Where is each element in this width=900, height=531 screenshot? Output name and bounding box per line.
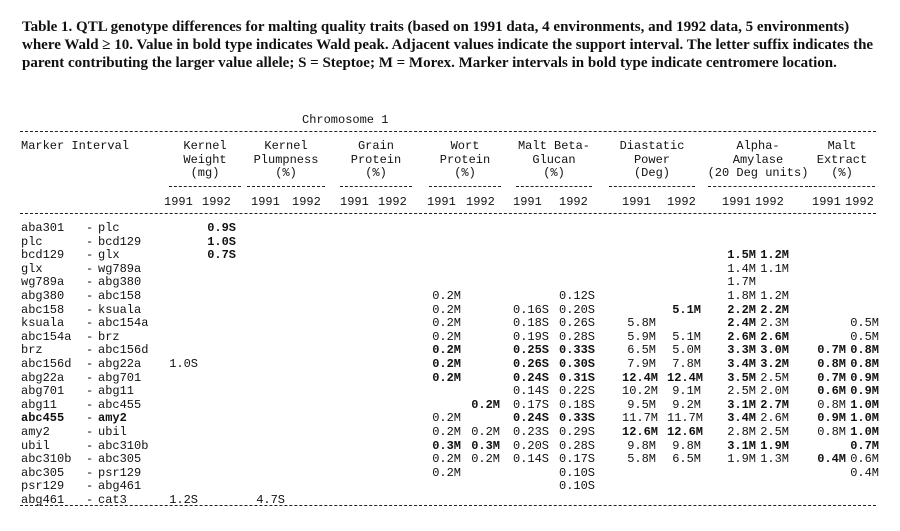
marker-to: abc154a [98,316,149,331]
marker-dash: - [86,452,94,467]
trait-header-line: (%) [831,166,853,180]
table-cell: 0.8M [850,343,879,358]
marker-interval-header: Marker Interval [21,139,130,153]
marker-from: glx [21,261,43,276]
marker-to: ksuala [98,302,142,317]
table-cell: 0.6M [850,452,879,467]
marker-to: ubil [98,425,127,439]
trait-header-line: Protein [439,152,491,167]
year-label: 1992 [667,195,696,209]
marker-to: abg461 [98,479,142,494]
table-cell: 0.2M [432,452,461,467]
marker-to: abc305 [98,452,142,467]
table-cell: 1.3M [760,452,789,467]
table-cell: 1.9M [727,452,756,467]
marker-from: abg461 [21,493,65,507]
trait-header-line: Weight [183,152,227,167]
table-cell: 0.2M [471,397,500,412]
table-cell: 0.17S [559,452,596,467]
table-cell: 0.20S [513,438,550,453]
table-cell: 1.5M [727,248,756,263]
table-cell: 1.2S [169,493,198,507]
trait-header-rule [809,186,875,187]
table-cell: 0.14S [513,452,550,467]
marker-to: bcd129 [98,234,142,249]
table-cell: 0.31S [559,370,596,385]
table-cell: 0.23S [513,425,550,439]
trait-header-line: Wort [450,139,480,153]
table-cell: 0.9S [207,221,236,235]
marker-dash: - [86,234,94,249]
table-cell: 1.0S [207,234,236,249]
table-cell: 2.7M [760,397,789,412]
table-cell: 0.2M [432,302,461,317]
table-cell: 3.4M [727,411,756,426]
trait-header-line: Glucan [532,152,576,167]
marker-from: ksuala [21,316,65,331]
table-cell: 0.2M [432,316,461,331]
marker-dash: - [86,289,94,303]
table-cell: 0.26S [513,357,550,371]
table-cell: 1.0M [850,425,879,439]
table-cell: 0.33S [559,411,596,426]
marker-to: abc156d [98,343,149,358]
year-label: 1991 [340,195,369,209]
table-cell: 2.5M [727,384,756,399]
table-cell: 0.8M [817,425,846,439]
table-cell: 9.8M [672,438,701,453]
year-label: 1991 [251,195,280,209]
marker-dash: - [86,479,94,494]
year-label: 1992 [202,195,231,209]
table-cell: 0.7S [207,248,236,263]
trait-header-line: (%) [543,166,565,180]
table-cell: 2.8M [727,425,756,439]
table-cell: 2.6M [760,329,789,344]
table-cell: 0.2M [432,465,461,480]
table-cell: 1.9M [760,438,789,453]
table-cell: 0.20S [559,302,596,317]
marker-dash: - [86,438,94,453]
trait-header-line: (mg) [190,166,220,180]
marker-to: psr129 [98,465,142,480]
marker-to: abg22a [98,357,142,371]
table-cell: 5.8M [627,452,656,467]
table-cell: 0.8M [817,397,846,412]
marker-dash: - [86,221,94,235]
table-cell: 0.5M [850,329,879,344]
table-cell: 0.2M [471,452,500,467]
trait-header-line: Protein [350,152,402,167]
trait-header-line: (%) [365,166,387,180]
table-cell: 0.3M [432,438,461,453]
table-cell: 12.6M [622,425,659,439]
marker-to: abc310b [98,438,149,453]
table-cell: 3.3M [727,343,756,358]
table-cell: 3.1M [727,438,756,453]
marker-dash: - [86,397,94,412]
marker-from: abc156d [21,357,72,371]
marker-from: brz [21,343,43,358]
table-cell: 0.2M [432,411,461,426]
marker-from: aba301 [21,221,65,235]
trait-header-line: Power [633,152,670,167]
year-label: 1992 [755,195,784,209]
marker-dash: - [86,302,94,317]
marker-dash: - [86,384,94,399]
table-caption: Table 1. QTL genotype differences for malting quality traits (based on 1991 data, 4 environments, and 1992 data, 5 environments) where Wald ≥ 10. Value in bold type indicates Wald peak. Adjacent values indicate the support interval. The letter suffix indicates the parent contributing the larger value allele; S = Steptoe; M = Morex. Marker intervals in bold type indicate centromere location. [22,19,874,71]
trait-header-line: Plumpness [253,152,319,167]
marker-from: amy2 [21,425,50,439]
table-cell: 1.1M [760,261,789,276]
marker-to: abg701 [98,370,142,385]
marker-to: cat3 [98,493,127,507]
table-cell: 0.3M [471,438,500,453]
marker-dash: - [86,248,94,263]
marker-from: abg701 [21,384,65,399]
table-cell: 0.10S [559,465,596,480]
table-cell: 0.22S [559,384,596,399]
trait-header-line: Kernel [264,139,308,153]
table-cell: 0.2M [432,425,461,439]
table-cell: 6.5M [672,452,701,467]
trait-header-rule [609,186,695,187]
table-cell: 2.2M [727,302,756,317]
trait-header-line: Kernel [183,139,227,153]
table-cell: 7.9M [627,357,656,371]
year-label: 1991 [164,195,193,209]
table-cell: 0.18S [559,397,596,412]
table-cell: 2.6M [760,411,789,426]
table-cell: 3.0M [760,343,789,358]
marker-to: brz [98,329,120,344]
marker-from: psr129 [21,479,65,494]
marker-to: amy2 [98,411,127,426]
marker-to: abc455 [98,397,142,412]
table-cell: 7.8M [672,357,701,371]
year-label: 1992 [466,195,495,209]
table-cell: 11.7M [667,411,704,426]
table-cell: 0.5M [850,316,879,331]
year-label: 1991 [513,195,542,209]
year-label: 1991 [722,195,751,209]
trait-header-line: Grain [357,139,394,153]
marker-dash: - [86,316,94,331]
marker-from: abc310b [21,452,72,467]
table-cell: 2.5M [760,370,789,385]
marker-dash: - [86,370,94,385]
table-cell: 9.1M [672,384,701,399]
marker-dash: - [86,261,94,276]
table-cell: 1.0M [850,411,879,426]
marker-dash: - [86,329,94,344]
table-cell: 6.5M [627,343,656,358]
table-cell: 0.25S [513,343,550,358]
trait-header [592,140,712,181]
trait-header-rule [340,186,412,187]
header-top-rule [20,131,876,132]
table-cell: 5.1M [672,302,701,317]
table-cell: 0.8M [850,357,879,371]
table-cell: 12.4M [667,370,704,385]
marker-from: abg11 [21,397,58,412]
trait-header-line: Alpha- [736,139,780,153]
table-cell: 0.7M [850,438,879,453]
marker-from: bcd129 [21,248,65,263]
table-cell: 0.7M [817,370,846,385]
trait-header-line: (Deg) [633,166,670,180]
table-cell: 10.2M [622,384,659,399]
table-cell: 11.7M [622,411,659,426]
table-cell: 0.30S [559,357,596,371]
trait-header-line: Malt [827,139,857,153]
table-cell: 0.6M [817,384,846,399]
table-cell: 2.6M [727,329,756,344]
table-cell: 0.8M [817,357,846,371]
table-cell: 9.2M [672,397,701,412]
table-cell: 0.4M [850,465,879,480]
table-cell: 12.4M [622,370,659,385]
marker-from: abg22a [21,370,65,385]
table-cell: 0.2M [432,289,461,303]
year-label: 1991 [622,195,651,209]
year-label: 1992 [559,195,588,209]
table-cell: 0.28S [559,329,596,344]
marker-to: abg11 [98,384,135,399]
marker-from: ubil [21,438,50,453]
marker-dash: - [86,343,94,358]
marker-dash: - [86,275,94,290]
marker-from: plc [21,234,43,249]
table-cell: 1.4M [727,261,756,276]
table-cell: 0.2M [432,357,461,371]
year-label: 1991 [812,195,841,209]
table-cell: 3.1M [727,397,756,412]
trait-header-rule [169,186,241,187]
table-bottom-rule [20,505,876,506]
table-cell: 0.2M [432,329,461,344]
marker-from: abc455 [21,411,65,426]
marker-from: abg380 [21,289,65,303]
marker-to: plc [98,221,120,235]
table-cell: 0.24S [513,370,550,385]
table-cell: 0.4M [817,452,846,467]
trait-header-line: Amylase [732,152,784,167]
table-cell: 0.9M [817,411,846,426]
marker-to: glx [98,248,120,263]
table-cell: 1.0S [169,357,198,371]
marker-from: abc158 [21,302,65,317]
year-label: 1992 [292,195,321,209]
marker-dash: - [86,465,94,480]
trait-header-line: Extract [816,152,868,167]
table-cell: 3.5M [727,370,756,385]
trait-header-line: (%) [454,166,476,180]
table-cell: 2.0M [760,384,789,399]
marker-dash: - [86,411,94,426]
year-label: 1991 [427,195,456,209]
table-cell: 0.9M [850,384,879,399]
table-cell: 5.1M [672,329,701,344]
table-cell: 5.9M [627,329,656,344]
marker-to: abc158 [98,289,142,303]
trait-header-line: (20 Deg units) [707,166,809,180]
table-cell: 2.5M [760,425,789,439]
table-cell: 0.16S [513,302,550,317]
table-cell: 0.14S [513,384,550,399]
table-cell: 1.7M [727,275,756,290]
table-cell: 0.24S [513,411,550,426]
trait-header-line: (%) [275,166,297,180]
marker-to: wg789a [98,261,142,276]
table-cell: 0.17S [513,397,550,412]
year-label: 1992 [845,195,874,209]
marker-dash: - [86,357,94,371]
table-cell: 0.19S [513,329,550,344]
table-cell: 9.5M [627,397,656,412]
marker-dash: - [86,425,94,439]
table-cell: 1.2M [760,289,789,303]
trait-header-line: Malt Beta- [517,139,590,153]
marker-from: abc154a [21,329,72,344]
table-cell: 2.4M [727,316,756,331]
table-cell: 12.6M [667,425,704,439]
header-bottom-rule [20,213,876,214]
table-cell: 1.2M [760,248,789,263]
table-cell: 0.10S [559,479,596,494]
table-cell: 0.29S [559,425,596,439]
table-cell: 5.8M [627,316,656,331]
table-cell: 0.33S [559,343,596,358]
trait-header-rule [708,186,808,187]
trait-header [782,140,900,181]
table-cell: 0.18S [513,316,550,331]
table-cell: 0.12S [559,289,596,303]
table-cell: 0.9M [850,370,879,385]
table-cell: 2.3M [760,316,789,331]
table-cell: 0.28S [559,438,596,453]
table-cell: 5.0M [672,343,701,358]
marker-to: abg380 [98,275,142,290]
chromosome-label: Chromosome 1 [302,113,389,127]
trait-header-line: Diastatic [619,139,685,153]
table-cell: 0.2M [432,343,461,358]
year-label: 1992 [378,195,407,209]
trait-header-rule [516,186,592,187]
table-cell: 9.8M [627,438,656,453]
marker-from: abc305 [21,465,65,480]
table-cell: 0.2M [471,425,500,439]
marker-dash: - [86,493,94,507]
table-cell: 2.2M [760,302,789,317]
table-cell: 1.0M [850,397,879,412]
table-cell: 4.7S [256,493,285,507]
table-cell: 3.2M [760,357,789,371]
marker-from: wg789a [21,275,65,290]
table-cell: 0.2M [432,370,461,385]
table-cell: 1.8M [727,289,756,303]
table-cell: 0.26S [559,316,596,331]
table-cell: 3.4M [727,357,756,371]
table-cell: 0.7M [817,343,846,358]
trait-header-rule [429,186,501,187]
trait-header-rule [247,186,325,187]
